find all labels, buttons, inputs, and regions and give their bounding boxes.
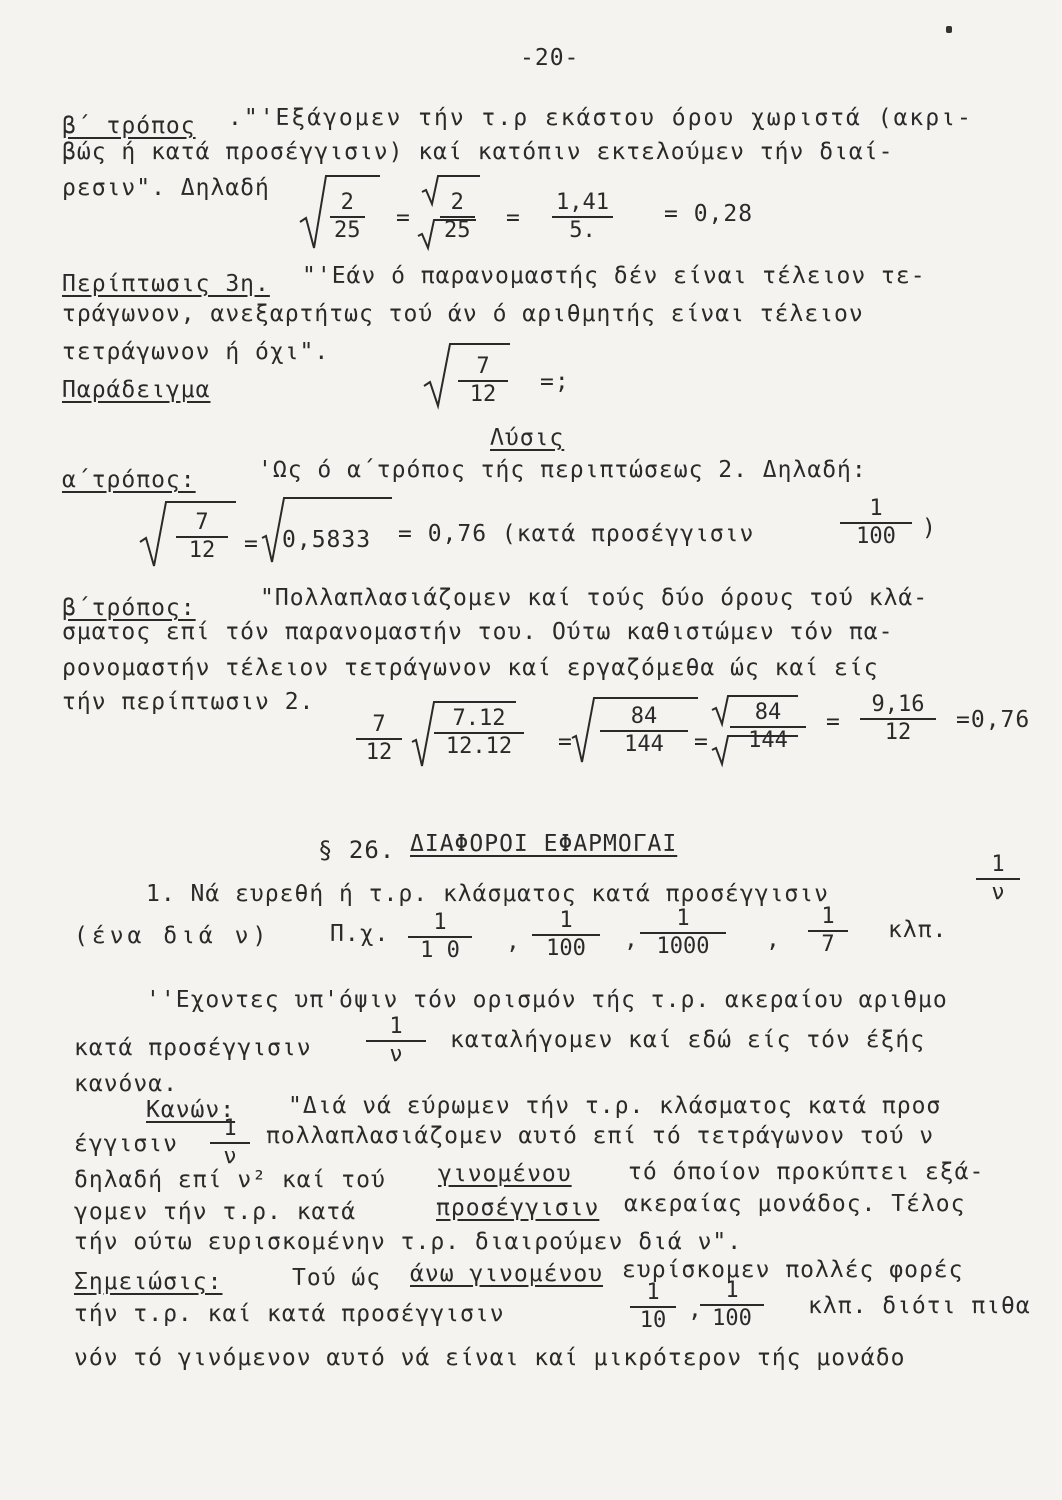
text-line: νόν τό γινόμενον αυτό νά είναι καί μικρότερον τής μονάδο (74, 1345, 906, 1371)
comma: , (688, 1297, 703, 1323)
underlined-word: προσέγγισιν (436, 1195, 600, 1221)
example-label: Παράδειγμα (62, 377, 211, 403)
text-line: ακεραίας μονάδος. Τέλος (624, 1191, 966, 1217)
fraction: 7 12 (176, 510, 228, 564)
fraction: 1 ν (210, 1116, 250, 1170)
equals-sign: = (694, 729, 709, 755)
question-equals: =; (540, 369, 570, 395)
fraction: 1 100 (700, 1278, 764, 1332)
text-line: τετράγωνον ή όχι". (62, 339, 330, 365)
text-line: κλπ. διότι πιθα (808, 1293, 1031, 1319)
text-line: βώς ή κατά προσέγγισιν) καί κατόπιν εκτελούμεν τήν διαί- (62, 139, 894, 165)
etc-text: κλπ. (888, 917, 948, 943)
text-line: κατά προσέγγισιν (74, 1035, 312, 1061)
underlined-word: άνω γινομένου (410, 1261, 604, 1287)
text-line: ρονομαστήν τέλειον τετράγωνον καί εργαζόμεθα ώς καί είς (62, 655, 879, 681)
text-line: ''Εχοντες υπ'όψιν τόν ορισμόν τής τ.ρ. ακεραίου αριθμο (146, 987, 948, 1013)
text-line: τό όποίον προκύπτει εξά- (628, 1159, 985, 1185)
solution-heading: Λύσις (490, 425, 565, 451)
fraction: 1 1000 (640, 906, 726, 960)
text-line: έγγισιν (74, 1131, 178, 1157)
equals-sign: = (244, 531, 259, 557)
case-label: Περίπτωσις 3η. (62, 271, 270, 297)
comma: , (766, 927, 781, 953)
underlined-word: γινομένου (438, 1161, 572, 1187)
fraction: 1 ν (366, 1014, 426, 1068)
fraction: 2 25 (330, 190, 365, 244)
fraction: 1 100 (840, 496, 912, 550)
result-text: = 0,76 (κατά προσέγγισιν (398, 521, 755, 547)
fraction: 1,41 5. (552, 190, 613, 244)
rule-label: Κανών: (146, 1097, 236, 1123)
text-line: "Πολλαπλασιάζομεν καί τούς δύο όρους τού κλά- (260, 585, 929, 611)
equals-sign: = (558, 729, 573, 755)
text-line: γομεν τήν τ.ρ. κατά (74, 1199, 357, 1225)
comma: , (624, 927, 639, 953)
fraction: 1 1 0 (408, 910, 472, 964)
equals-sign: = (826, 709, 841, 735)
text-line: (ένα διά ν) (74, 923, 271, 949)
text-line: "'Εάν ό παρανομαστής δέν είναι τέλειον τε- (302, 263, 926, 289)
radicand-value: 0,5833 (282, 527, 372, 553)
text-line: Τού ώς (292, 1265, 382, 1291)
fraction: 7 12 (458, 354, 508, 408)
fraction: 1 ν (976, 852, 1020, 906)
section-title: ΔΙΑΦΟΡΟΙ ΕΦΑΡΜΟΓΑΙ (410, 831, 678, 857)
fraction: 7.12 12.12 (434, 706, 524, 760)
text-line: ρεσιν". Δηλαδή (62, 175, 270, 201)
fraction: 84 144 (730, 700, 806, 754)
text-line: δηλαδή επί ν² καί τού (74, 1167, 386, 1193)
text-line: τήν τ.ρ. καί κατά προσέγγισιν (74, 1301, 505, 1327)
text-line: πολλαπλασιάζομεν αυτό επί τό τετράγωνον τού ν (266, 1123, 935, 1149)
text-line: ευρίσκομεν πολλές φορές (622, 1257, 964, 1283)
fraction: 1 10 (630, 1280, 676, 1334)
equals-value: =0,76 (956, 707, 1031, 733)
text-line: τράγωνον, ανεξαρτήτως τού άν ό αριθμητής είναι τέλειον (62, 301, 864, 327)
equals-sign: = (396, 205, 411, 231)
fraction: 84 144 (600, 704, 688, 758)
close-paren: ) (922, 515, 937, 541)
section-sign: § 26. (318, 836, 396, 864)
text-line: Π.χ. (330, 921, 390, 947)
text-line: κανόνα. (74, 1071, 178, 1097)
comma: , (506, 929, 521, 955)
text-line: "Διά νά εύρωμεν τήν τ.ρ. κλάσματος κατά προσ (288, 1093, 942, 1119)
method-label: α΄τρόπος: (62, 467, 196, 493)
text-line: τήν περίπτωσιν 2. (62, 689, 315, 715)
method-label: β΄τρόπος: (62, 595, 196, 621)
notes-label: Σημειώσις: (74, 1269, 223, 1295)
fraction: 1 100 (532, 908, 600, 962)
ink-mark (946, 26, 952, 33)
text-line: σματος επί τόν παρανομαστήν του. Ούτω καθιστώμεν τόν πα- (62, 619, 894, 645)
text-line: 1. Νά ευρεθή ή τ.ρ. κλάσματος κατά προσέγγισιν (146, 881, 829, 907)
fraction: 9,16 12 (860, 692, 936, 746)
text-line: τήν ούτω ευρισκομένην τ.ρ. διαιρούμεν διά ν". (74, 1229, 743, 1255)
method-label: β΄ τρόπος (62, 113, 196, 139)
text-line: 'Ως ό α΄τρόπος τής περιπτώσεως 2. Δηλαδή: (258, 457, 867, 483)
text-line: ."'Εξάγομεν τήν τ.ρ εκάστου όρου χωριστά (ακρι- (228, 105, 973, 131)
fraction: 1 7 (808, 904, 848, 958)
fraction: 7 12 (356, 712, 402, 766)
equals-sign: = (506, 205, 521, 231)
page-number: -20- (520, 45, 580, 71)
fraction: 2 25 (440, 190, 475, 244)
equals-value: = 0,28 (664, 201, 754, 227)
text-line: καταλήγομεν καί εδώ είς τόν έξής (450, 1027, 926, 1053)
